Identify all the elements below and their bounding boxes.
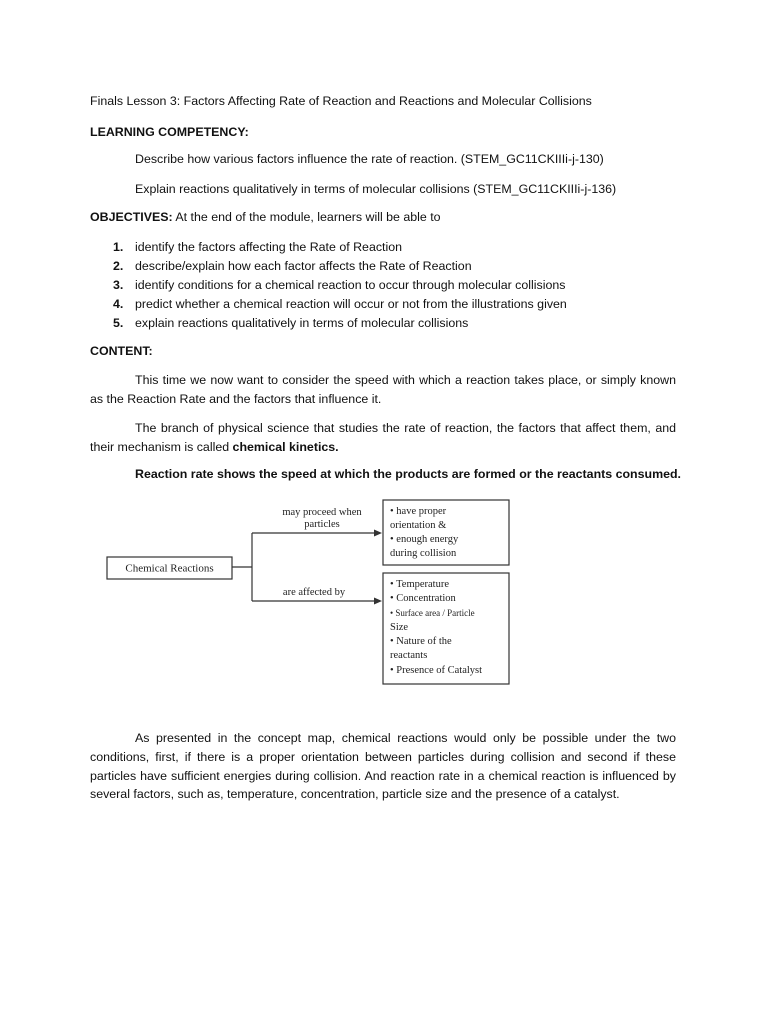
list-text: explain reactions qualitatively in terms of molecular collisions — [135, 316, 469, 330]
key-term: chemical kinetics. — [232, 439, 339, 454]
list-text: identify conditions for a chemical reaction to occur through molecular collisions — [135, 278, 566, 292]
arrow-head — [374, 530, 382, 537]
lesson-title: Finals Lesson 3: Factors Affecting Rate of Reaction and Reactions and Molecular Collisions — [90, 94, 592, 108]
factor-line: • Concentration — [390, 593, 456, 604]
list-number: 5. — [113, 316, 124, 330]
objectives-heading: OBJECTIVES: — [90, 210, 173, 224]
branch-top-label-line1: may proceed when — [282, 507, 362, 518]
list-text: identify the factors affecting the Rate of Reaction — [135, 240, 403, 254]
list-text: predict whether a chemical reaction will occur or not from the illustrations given — [135, 297, 567, 311]
list-text: describe/explain how each factor affects the Rate of Reaction — [135, 259, 472, 273]
list-number: 4. — [113, 297, 124, 311]
learning-competency-heading: LEARNING COMPETENCY: — [90, 125, 249, 139]
branch-bottom-label: are affected by — [282, 587, 346, 598]
conditions-line: • enough energy — [390, 534, 459, 545]
factor-line: • Surface area / Particle — [390, 608, 475, 618]
competency-item-1: Describe how various factors influence the rate of reaction. (STEM_GC11CKIIIi-j-130) — [135, 152, 604, 166]
factor-line: • Presence of Catalyst — [390, 665, 483, 676]
list-number: 3. — [113, 278, 124, 292]
paragraph-text: The branch of physical science that studies the rate of reaction, the factors that affect them, and their mechanism is called — [90, 421, 676, 454]
objectives-intro: At the end of the module, learners will be able to — [172, 210, 441, 224]
reaction-rate-definition: Reaction rate shows the speed at which the products are formed or the reactants consumed. — [135, 467, 682, 481]
paragraph-text: As presented in the concept map, chemical reactions would only be possible under the two conditions, first, if there is a proper orientation between particles during collision and second if these particles have sufficient energies during collision. And reaction rate in a chemical reaction is influenced by several factors, such as, temperature, concentration, particle size and the presence of a catalyst. — [90, 731, 676, 802]
competency-item-2: Explain reactions qualitatively in terms of molecular collisions (STEM_GC11CKIIIi-j-136) — [135, 182, 617, 196]
factor-line: • Nature of the — [390, 636, 452, 647]
conditions-line: during collision — [390, 548, 457, 559]
conditions-line: • have proper — [390, 506, 447, 517]
arrow-head — [374, 598, 382, 605]
list-number: 1. — [113, 240, 124, 254]
factor-line: • Temperature — [390, 579, 450, 590]
factor-line: Size — [390, 622, 409, 633]
branch-top-label-line2: particles — [304, 519, 340, 530]
list-number: 2. — [113, 259, 124, 273]
content-heading: CONTENT: — [90, 344, 153, 358]
conditions-line: orientation & — [390, 520, 447, 531]
factor-line: reactants — [390, 650, 428, 661]
concept-root-label: Chemical Reactions — [125, 562, 214, 575]
paragraph-text: This time we now want to consider the speed with which a reaction takes place, or simply known as the Reaction Rate and the factors that influence it. — [90, 373, 676, 406]
